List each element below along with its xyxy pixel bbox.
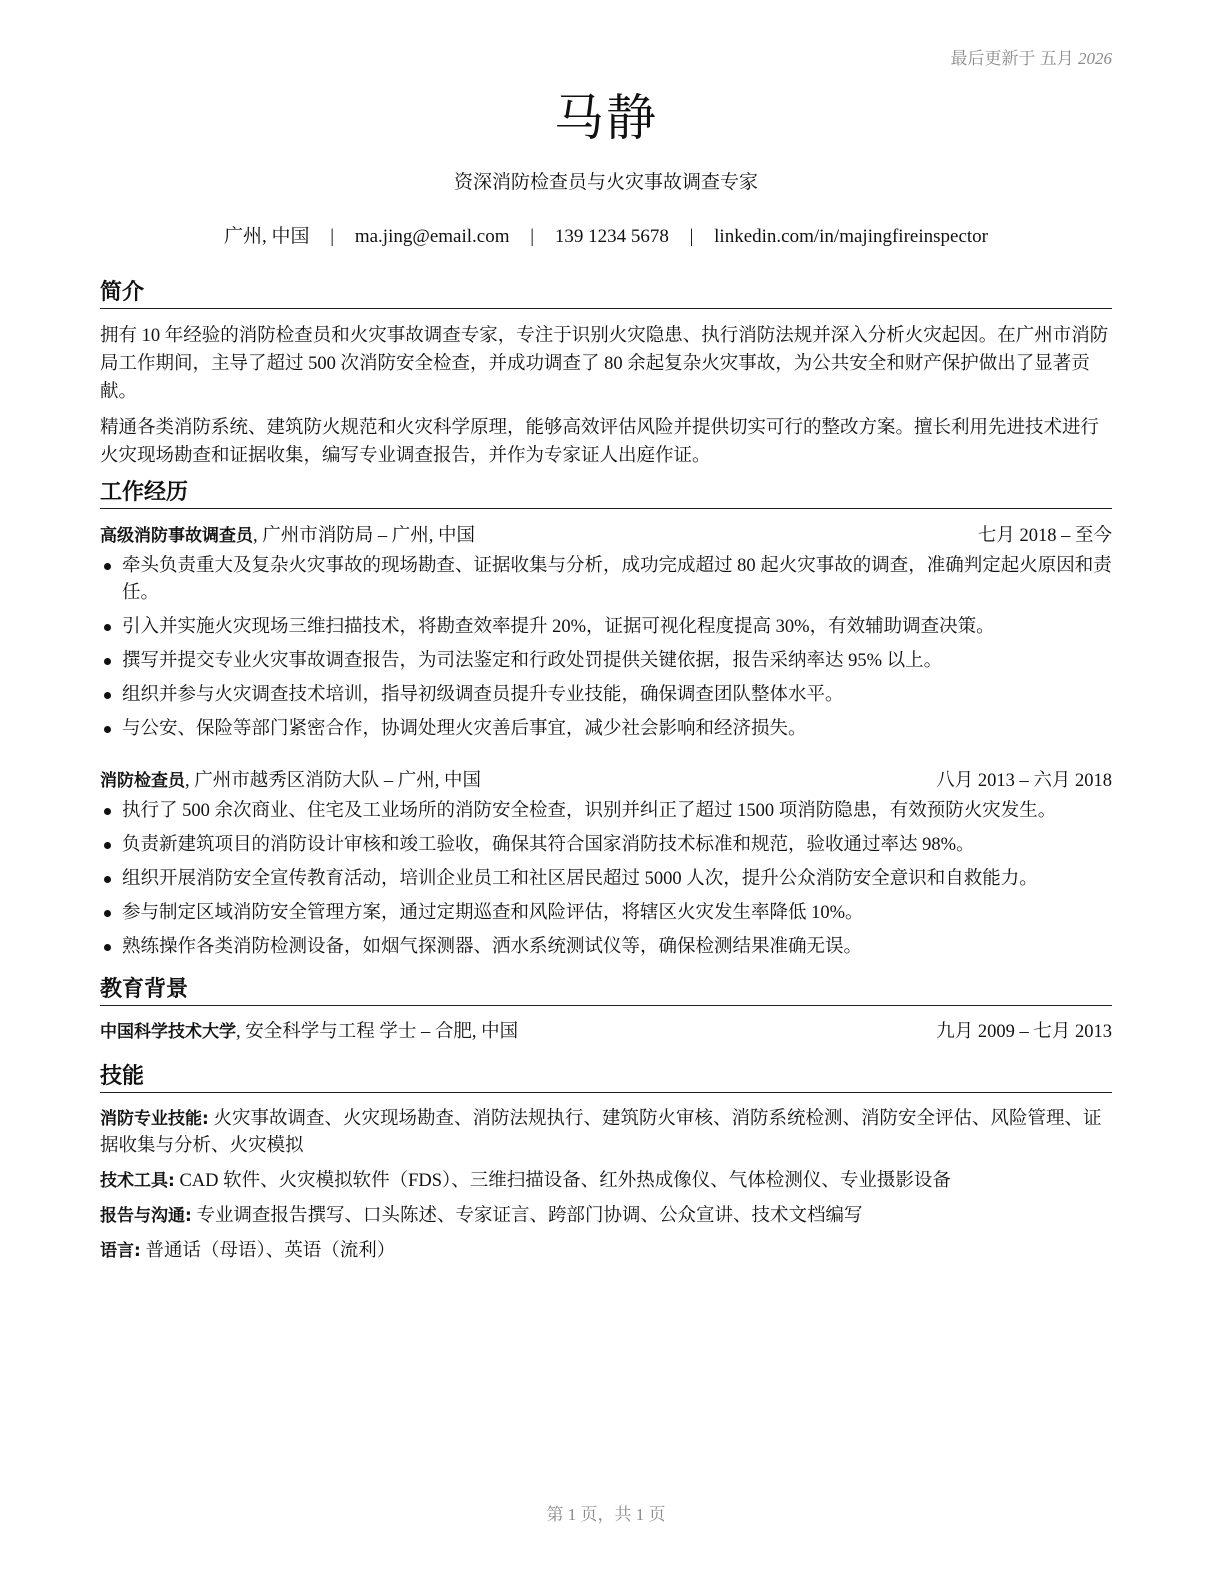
contact-separator: | <box>689 226 694 247</box>
job-bullet: 执行了 500 余次商业、住宅及工业场所的消防安全检查，识别并纠正了超过 1500 项消防隐患，有效预防火灾发生。 <box>100 798 1112 825</box>
experience-section <box>100 478 1112 968</box>
skill-row <box>100 1238 1112 1265</box>
job-bullet: 参与制定区域消防安全管理方案，通过定期巡查和风险评估，将辖区火灾发生率降低 10%。 <box>100 900 1112 927</box>
job-dates: 八月 2013 – 六月 2018 <box>936 771 1112 791</box>
job-role: 消防检查员 <box>100 771 185 791</box>
skill-label: 报告与沟通: <box>100 1206 192 1226</box>
section-heading-experience: 工作经历 <box>100 478 1112 509</box>
job-header <box>100 522 1112 550</box>
skills-section <box>100 1062 1112 1273</box>
contact-location: 广州, 中国 <box>224 226 310 247</box>
skill-label: 消防专业技能: <box>100 1109 209 1129</box>
summary-section <box>100 278 1112 470</box>
last-updated <box>951 44 1113 69</box>
job-bullet: 引入并实施火灾现场三维扫描技术，将勘查效率提升 20%，证据可视化程度提高 30%，有效辅助调查决策。 <box>100 614 1112 641</box>
skill-label: 技术工具: <box>100 1171 175 1191</box>
contact-email[interactable]: ma.jing@email.com <box>354 226 510 247</box>
education-entry <box>100 1018 1112 1046</box>
job-header <box>100 767 1112 795</box>
section-heading-summary: 简介 <box>100 278 1112 309</box>
job-bullets <box>100 553 1112 743</box>
job-dates: 七月 2018 – 至今 <box>977 526 1112 546</box>
job-bullet: 撰写并提交专业火灾事故调查报告，为司法鉴定和行政处罚提供关键依据，报告采纳率达 95% 以上。 <box>100 648 1112 675</box>
skill-value: CAD 软件、火灾模拟软件（FDS）、三维扫描设备、红外热成像仪、气体检测仪、专业摄影设备 <box>174 1171 951 1191</box>
education-section <box>100 975 1112 1046</box>
last-updated-year: 2026 <box>1078 49 1112 68</box>
job-entry <box>100 522 1112 743</box>
job-bullets <box>100 798 1112 961</box>
section-heading-skills: 技能 <box>100 1062 1112 1093</box>
contact-phone: 139 1234 5678 <box>554 226 669 247</box>
job-bullet: 熟练操作各类消防检测设备，如烟气探测器、洒水系统测试仪等，确保检测结果准确无误。 <box>100 934 1112 961</box>
job-bullet: 牵头负责重大及复杂火灾事故的现场勘查、证据收集与分析，成功完成超过 80 起火灾事故的调查，准确判定起火原因和责任。 <box>100 553 1112 607</box>
contact-separator: | <box>330 226 335 247</box>
education-school: 中国科学技术大学 <box>100 1022 236 1042</box>
summary-paragraph: 精通各类消防系统、建筑防火规范和火灾科学原理，能够高效评估风险并提供切实可行的整改方案。擅长利用先进技术进行火灾现场勘查和证据收集，编写专业调查报告，并作为专家证人出庭作证。 <box>100 418 1100 466</box>
page-number: 第 1 页，共 1 页 <box>546 1505 666 1524</box>
education-detail: , 安全科学与工程 学士 – 合肥, 中国 <box>236 1022 519 1042</box>
education-dates: 九月 2009 – 七月 2013 <box>936 1022 1112 1042</box>
skill-label: 语言: <box>100 1241 141 1261</box>
contact-linkedin[interactable]: linkedin.com/in/majingfireinspector <box>714 226 988 247</box>
job-bullet: 负责新建筑项目的消防设计审核和竣工验收，确保其符合国家消防技术标准和规范，验收通过率达 98%。 <box>100 832 1112 859</box>
candidate-name: 马静 <box>554 89 658 147</box>
job-role: 高级消防事故调查员 <box>100 526 253 546</box>
candidate-title: 资深消防检查员与火灾事故调查专家 <box>453 172 758 193</box>
job-org: , 广州市消防局 – 广州, 中国 <box>253 526 476 546</box>
job-bullet: 组织并参与火灾调查技术培训，指导初级调查员提升专业技能，确保调查团队整体水平。 <box>100 682 1112 709</box>
skill-value: 专业调查报告撰写、口头陈述、专家证言、跨部门协调、公众宣讲、技术文档编写 <box>191 1206 863 1226</box>
summary-paragraph: 拥有 10 年经验的消防检查员和火灾事故调查专家，专注于识别火灾隐患、执行消防法规并深入分析火灾起因。在广州市消防局工作期间，主导了超过 500 次消防安全检查，并成功调查了 80 余起复杂火灾事故，为公共安全和财产保护做出了显著贡献。 <box>100 326 1109 402</box>
skill-row <box>100 1168 1112 1195</box>
resume-page <box>100 0 1112 1584</box>
job-entry <box>100 767 1112 961</box>
job-org: , 广州市越秀区消防大队 – 广州, 中国 <box>185 771 482 791</box>
skill-row <box>100 1106 1112 1160</box>
skill-value: 普通话（母语）、英语（流利） <box>140 1241 396 1261</box>
contact-separator: | <box>530 226 535 247</box>
section-heading-education: 教育背景 <box>100 975 1112 1006</box>
skill-value: 火灾事故调查、火灾现场勘查、消防法规执行、建筑防火审核、消防系统检测、消防安全评估、风险管理、证据收集与分析、火灾模拟 <box>100 1109 1102 1156</box>
last-updated-label: 最后更新于 五月 <box>950 49 1074 68</box>
skill-row <box>100 1203 1112 1230</box>
job-bullet: 组织开展消防安全宣传教育活动，培训企业员工和社区居民超过 5000 人次，提升公众消防安全意识和自救能力。 <box>100 866 1112 893</box>
contact-line <box>100 224 1112 250</box>
job-bullet: 与公安、保险等部门紧密合作，协调处理火灾善后事宜，减少社会影响和经济损失。 <box>100 716 1112 743</box>
